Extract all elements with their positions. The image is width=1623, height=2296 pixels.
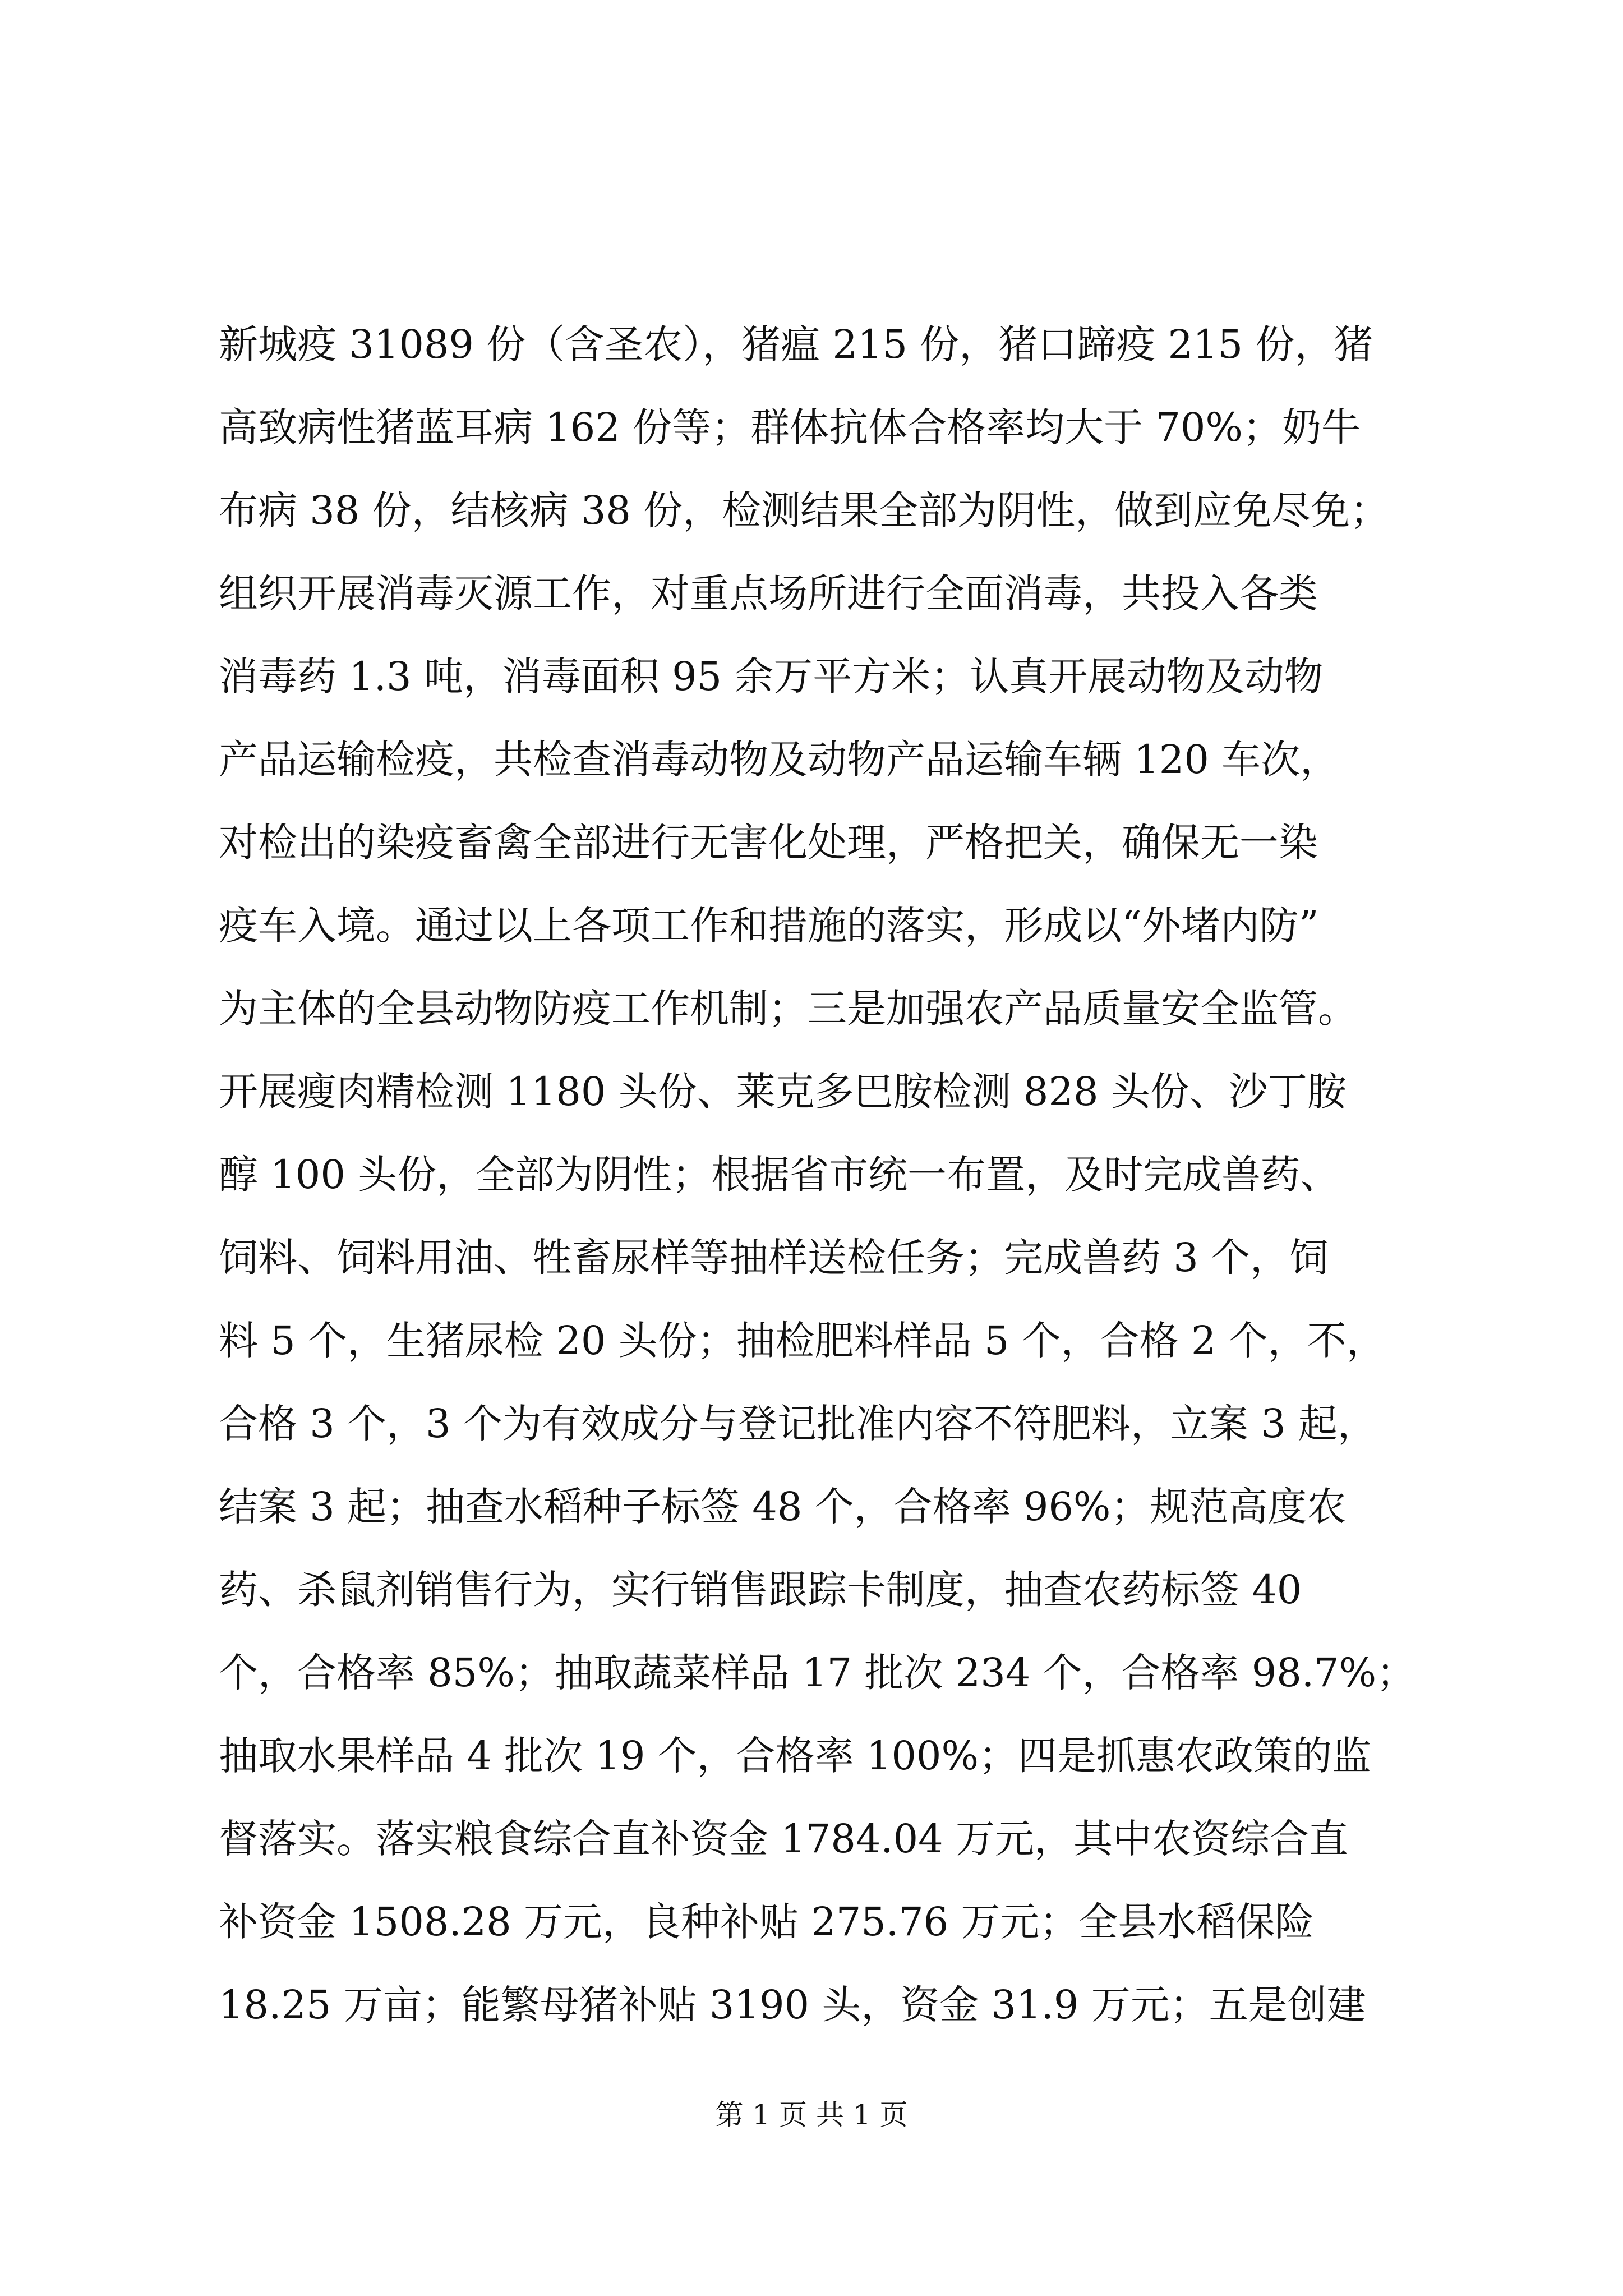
text-line: 消毒药 1.3 吨，消毒面积 95 余万平方米；认真开展动物及动物 bbox=[219, 654, 1324, 700]
text-line: 个，合格率 85%；抽取蔬菜样品 17 批次 234 个，合格率 98.7%； bbox=[219, 1650, 1416, 1696]
text-line: 布病 38 份，结核病 38 份，检测结果全部为阴性，做到应免尽免； bbox=[219, 487, 1390, 533]
text-line: 新城疫 31089 份（含圣农），猪瘟 215 份，猪口蹄疫 215 份，猪 bbox=[219, 321, 1373, 367]
text-line: 疫车入境。通过以上各项工作和措施的落实，形成以“外堵内防” bbox=[219, 903, 1319, 949]
text-line: 抽取水果样品 4 批次 19 个，合格率 100%；四是抓惠农政策的监 bbox=[219, 1733, 1371, 1779]
text-line: 饲料、饲料用油、牲畜尿样等抽样送检任务；完成兽药 3 个，饲 bbox=[219, 1235, 1329, 1281]
body-text bbox=[219, 303, 1419, 2046]
text-line: 结案 3 起；抽查水稻种子标签 48 个，合格率 96%；规范高度农 bbox=[219, 1484, 1347, 1530]
text-line: 组织开展消毒灭源工作，对重点场所进行全面消毒，共投入各类 bbox=[219, 570, 1318, 616]
text-line: 对检出的染疫畜禽全部进行无害化处理，严格把关，确保无一染 bbox=[219, 820, 1318, 866]
text-line: 为主体的全县动物防疫工作机制；三是加强农产品质量安全监管。 bbox=[219, 986, 1357, 1032]
text-line: 补资金 1508.28 万元，良种补贴 275.76 万元；全县水稻保险 bbox=[219, 1899, 1315, 1945]
text-line: 合格 3 个，3 个为有效成分与登记批准内容不符肥料，立案 3 起， bbox=[219, 1401, 1377, 1447]
text-line: 督落实。落实粮食综合直补资金 1784.04 万元，其中农资综合直 bbox=[219, 1816, 1348, 1862]
text-line: 高致病性猪蓝耳病 162 份等；群体抗体合格率均大于 70%；奶牛 bbox=[219, 404, 1361, 450]
page-footer bbox=[0, 2095, 1623, 2134]
text-line: 开展瘦肉精检测 1180 头份、莱克多巴胺检测 828 头份、沙丁胺 bbox=[219, 1069, 1347, 1115]
text-line: 料 5 个，生猪尿检 20 头份；抽检肥料样品 5 个，合格 2 个，不， bbox=[219, 1318, 1386, 1364]
text-line: 18.25 万亩；能繁母猪补贴 3190 头，资金 31.9 万元；五是创建 bbox=[219, 1982, 1366, 2028]
text-line: 药、杀鼠剂销售行为，实行销售跟踪卡制度，抽查农药标签 40 bbox=[219, 1567, 1302, 1613]
text-line: 产品运输检疫，共检查消毒动物及动物产品运输车辆 120 车次， bbox=[219, 737, 1340, 783]
text-line: 醇 100 头份，全部为阴性；根据省市统一布置，及时完成兽药、 bbox=[219, 1152, 1340, 1198]
page-number-label: 第 1 页 共 1 页 bbox=[715, 2099, 908, 2131]
